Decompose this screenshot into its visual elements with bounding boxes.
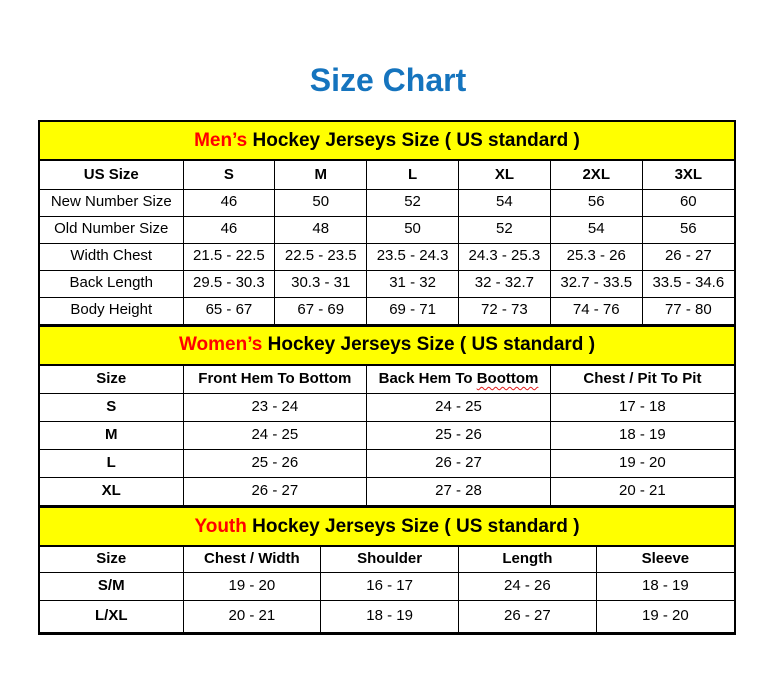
- size-value-cell: 54: [458, 189, 550, 216]
- womens-section-header: [40, 325, 734, 366]
- size-row: [40, 297, 734, 324]
- header-row: [40, 161, 734, 189]
- size-row: [40, 270, 734, 297]
- size-value-cell: 25.3 - 26: [550, 243, 642, 270]
- mens-size-table: [40, 161, 734, 325]
- size-value-cell: 46: [183, 216, 275, 243]
- size-value-cell: 77 - 80: [642, 297, 734, 324]
- size-row: [40, 189, 734, 216]
- size-value-cell: 18 - 19: [596, 572, 734, 600]
- size-value-cell: 32.7 - 33.5: [550, 270, 642, 297]
- womens-size-section: [40, 325, 734, 507]
- size-value-cell: 20 - 21: [550, 478, 734, 506]
- column-header: Length: [459, 547, 597, 572]
- header-row: [40, 366, 734, 394]
- size-row: [40, 216, 734, 243]
- size-row: [40, 572, 734, 600]
- row-label: New Number Size: [40, 189, 183, 216]
- size-chart: [38, 120, 736, 635]
- size-row: [40, 478, 734, 506]
- row-label: M: [40, 422, 183, 450]
- size-value-cell: 25 - 26: [183, 450, 367, 478]
- row-label: Old Number Size: [40, 216, 183, 243]
- size-value-cell: 26 - 27: [459, 600, 597, 632]
- misspelled-word: Boottom: [476, 370, 539, 387]
- row-label: S: [40, 394, 183, 422]
- column-header: XL: [458, 161, 550, 189]
- size-value-cell: 33.5 - 34.6: [642, 270, 734, 297]
- mens-section-header: [40, 122, 734, 161]
- size-value-cell: 50: [275, 189, 367, 216]
- size-row: [40, 600, 734, 632]
- column-header: US Size: [40, 161, 183, 189]
- size-value-cell: 56: [550, 189, 642, 216]
- column-header: S: [183, 161, 275, 189]
- size-value-cell: 24 - 25: [367, 394, 551, 422]
- size-value-cell: 69 - 71: [367, 297, 459, 324]
- mens-band-text: Hockey Jerseys Size ( US standard ): [247, 129, 580, 151]
- size-row: [40, 422, 734, 450]
- size-value-cell: 48: [275, 216, 367, 243]
- size-value-cell: 18 - 19: [550, 422, 734, 450]
- youth-section-header: [40, 506, 734, 547]
- size-value-cell: 26 - 27: [642, 243, 734, 270]
- size-value-cell: 31 - 32: [367, 270, 459, 297]
- size-value-cell: 16 - 17: [321, 572, 459, 600]
- row-label: Width Chest: [40, 243, 183, 270]
- size-value-cell: 23 - 24: [183, 394, 367, 422]
- size-value-cell: 24.3 - 25.3: [458, 243, 550, 270]
- size-value-cell: 52: [367, 189, 459, 216]
- column-header: M: [275, 161, 367, 189]
- mens-size-section: [40, 122, 734, 325]
- size-value-cell: 72 - 73: [458, 297, 550, 324]
- size-row: [40, 450, 734, 478]
- row-label: L/XL: [40, 600, 183, 632]
- size-value-cell: 22.5 - 23.5: [275, 243, 367, 270]
- size-value-cell: 32 - 32.7: [458, 270, 550, 297]
- column-header: L: [367, 161, 459, 189]
- column-header: 3XL: [642, 161, 734, 189]
- size-value-cell: 19 - 20: [183, 572, 321, 600]
- size-value-cell: 46: [183, 189, 275, 216]
- womens-band-text: Hockey Jerseys Size ( US standard ): [262, 334, 596, 355]
- size-value-cell: 67 - 69: [275, 297, 367, 324]
- column-header: Size: [40, 547, 183, 572]
- size-value-cell: 17 - 18: [550, 394, 734, 422]
- size-value-cell: 60: [642, 189, 734, 216]
- column-header: 2XL: [550, 161, 642, 189]
- column-header: Chest / Width: [183, 547, 321, 572]
- size-value-cell: 18 - 19: [321, 600, 459, 632]
- row-label: Body Height: [40, 297, 183, 324]
- youth-size-table: [40, 547, 734, 633]
- size-row: [40, 243, 734, 270]
- size-value-cell: 74 - 76: [550, 297, 642, 324]
- size-value-cell: 65 - 67: [183, 297, 275, 324]
- size-value-cell: 27 - 28: [367, 478, 551, 506]
- youth-label: Youth: [194, 515, 247, 537]
- size-value-cell: 24 - 25: [183, 422, 367, 450]
- size-value-cell: 29.5 - 30.3: [183, 270, 275, 297]
- size-value-cell: 26 - 27: [183, 478, 367, 506]
- column-header: Shoulder: [321, 547, 459, 572]
- row-label: Back Length: [40, 270, 183, 297]
- size-value-cell: 20 - 21: [183, 600, 321, 632]
- column-header: Size: [40, 366, 183, 394]
- column-header: Back Hem To Boottom: [367, 366, 551, 394]
- column-header: Chest / Pit To Pit: [550, 366, 734, 394]
- youth-size-section: [40, 506, 734, 633]
- header-row: [40, 547, 734, 572]
- womens-size-table: [40, 366, 734, 507]
- youth-band-text: Hockey Jerseys Size ( US standard ): [246, 515, 580, 537]
- size-value-cell: 24 - 26: [459, 572, 597, 600]
- size-value-cell: 50: [367, 216, 459, 243]
- column-header: Front Hem To Bottom: [183, 366, 367, 394]
- row-label: L: [40, 450, 183, 478]
- size-value-cell: 52: [458, 216, 550, 243]
- size-value-cell: 56: [642, 216, 734, 243]
- mens-label: Men’s: [194, 129, 248, 151]
- column-header: Sleeve: [596, 547, 734, 572]
- size-value-cell: 30.3 - 31: [275, 270, 367, 297]
- row-label: S/M: [40, 572, 183, 600]
- size-value-cell: 26 - 27: [367, 450, 551, 478]
- size-value-cell: 54: [550, 216, 642, 243]
- size-value-cell: 21.5 - 22.5: [183, 243, 275, 270]
- row-label: XL: [40, 478, 183, 506]
- size-value-cell: 25 - 26: [367, 422, 551, 450]
- page-title: Size Chart: [309, 62, 467, 98]
- size-row: [40, 394, 734, 422]
- size-value-cell: 23.5 - 24.3: [367, 243, 459, 270]
- size-value-cell: 19 - 20: [596, 600, 734, 632]
- size-value-cell: 19 - 20: [550, 450, 734, 478]
- womens-label: Women’s: [178, 334, 263, 355]
